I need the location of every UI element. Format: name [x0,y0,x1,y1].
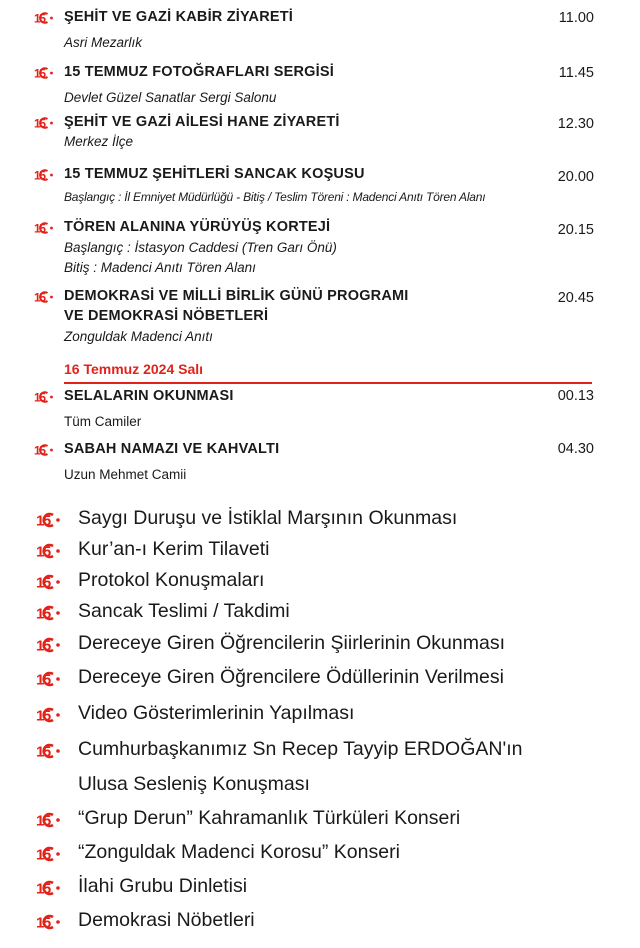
program-item: İlahi Grubu Dinletisi [78,875,248,897]
svg-text:15: 15 [36,574,50,590]
svg-text:15: 15 [36,914,50,930]
svg-text:15: 15 [36,512,50,528]
15-temmuz-logo-icon [34,66,61,80]
event-title: ŞEHİT VE GAZİ KABİR ZİYARETİ [64,9,294,25]
15-temmuz-logo-icon [36,743,70,759]
event-title: TÖREN ALANINA YÜRÜYÜŞ KORTEJİ [64,219,331,235]
event-time: 04.30 [557,441,594,457]
event-time: 00.13 [557,388,594,404]
event-title: SABAH NAMAZI VE KAHVALTI [64,441,280,457]
event-time: 11.00 [558,10,594,26]
svg-text:15: 15 [34,390,45,404]
svg-text:15: 15 [34,168,45,182]
15-temmuz-logo-icon [34,290,61,304]
svg-text:15: 15 [34,290,45,304]
svg-text:15: 15 [36,543,50,559]
event-title: 15 TEMMUZ FOTOĞRAFLARI SERGİSİ [64,64,334,80]
program-item: Video Gösterimlerinin Yapılması [78,702,355,724]
15-temmuz-logo-icon [34,443,61,457]
15-temmuz-logo-icon [36,671,70,687]
program-item: Protokol Konuşmaları [78,569,265,591]
svg-text:15: 15 [36,880,50,896]
15-temmuz-logo-icon [36,880,70,896]
program-item: Dereceye Giren Öğrencilerin Şiirlerinin Okunması [78,632,505,654]
event-location: Zonguldak Madenci Anıtı [64,329,213,344]
15-temmuz-logo-icon [36,707,70,723]
svg-text:15: 15 [34,11,45,25]
program-item: “Zonguldak Madenci Korosu” Konseri [78,841,400,863]
event-location: Bitiş : Madenci Anıtı Tören Alanı [64,260,256,275]
svg-text:15: 15 [36,846,50,862]
event-title: 15 TEMMUZ ŞEHİTLERİ SANCAK KOŞUSU [64,166,365,182]
program-item: Cumhurbaşkanımız Sn Recep Tayyip ERDOĞAN'ın [78,738,523,760]
svg-text:15: 15 [34,66,45,80]
event-title: DEMOKRASİ VE MİLLİ BİRLİK GÜNÜ PROGRAMI [64,288,409,304]
program-item: Kur’an-ı Kerim Tilaveti [78,538,270,560]
15-temmuz-logo-icon [36,637,70,653]
15-temmuz-logo-icon [36,574,70,590]
event-time: 20.15 [557,222,594,238]
program-item: Demokrasi Nöbetleri [78,909,255,931]
program-item: Sancak Teslimi / Takdimi [78,600,290,622]
event-location: Başlangıç : İstasyon Caddesi (Tren Garı Önü) [64,240,337,255]
svg-text:15: 15 [36,743,50,759]
event-location: Devlet Güzel Sanatlar Sergi Salonu [64,90,277,105]
15-temmuz-logo-icon [34,168,61,182]
event-location: Merkez İlçe [64,134,134,149]
event-location: Tüm Camiler [64,414,142,429]
event-location: Başlangıç : İl Emniyet Müdürlüğü - Bitiş / Teslim Töreni : Madenci Anıtı Tören Alanı [64,190,486,204]
event-time: 20.45 [557,290,594,306]
event-time: 11.45 [558,65,594,81]
15-temmuz-logo-icon [36,605,70,621]
svg-text:15: 15 [36,671,50,687]
15-temmuz-logo-icon [36,914,70,930]
program-item: “Grup Derun” Kahramanlık Türküleri Konseri [78,807,461,829]
svg-text:15: 15 [34,443,45,457]
event-time: 20.00 [557,169,594,185]
15-temmuz-logo-icon [34,11,61,25]
15-temmuz-logo-icon [34,390,61,404]
svg-text:15: 15 [36,637,50,653]
svg-text:15: 15 [36,605,50,621]
event-location: Uzun Mehmet Camii [64,467,187,482]
event-location: Asri Mezarlık [64,35,143,50]
15-temmuz-logo-icon [36,512,70,528]
svg-text:15: 15 [34,221,45,235]
15-temmuz-logo-icon [36,543,70,559]
svg-text:15: 15 [34,116,45,130]
event-time: 12.30 [557,116,594,132]
program-item-continued: Ulusa Sesleniş Konuşması [78,773,310,795]
svg-text:15: 15 [36,707,50,723]
date-divider [64,382,592,384]
event-title-line2: VE DEMOKRASİ NÖBETLERİ [64,308,269,324]
program-item: Saygı Duruşu ve İstiklal Marşının Okunması [78,507,458,529]
15-temmuz-logo-icon [34,116,61,130]
program-item: Dereceye Giren Öğrencilere Ödüllerinin Verilmesi [78,666,504,688]
date-header: 16 Temmuz 2024 Salı [64,361,204,377]
event-title: ŞEHİT VE GAZİ AİLESİ HANE ZİYARETİ [64,114,340,130]
15-temmuz-logo-icon [36,812,70,828]
svg-text:15: 15 [36,812,50,828]
15-temmuz-logo-icon [34,221,61,235]
event-title: SELALARIN OKUNMASI [64,388,234,404]
15-temmuz-logo-icon [36,846,70,862]
